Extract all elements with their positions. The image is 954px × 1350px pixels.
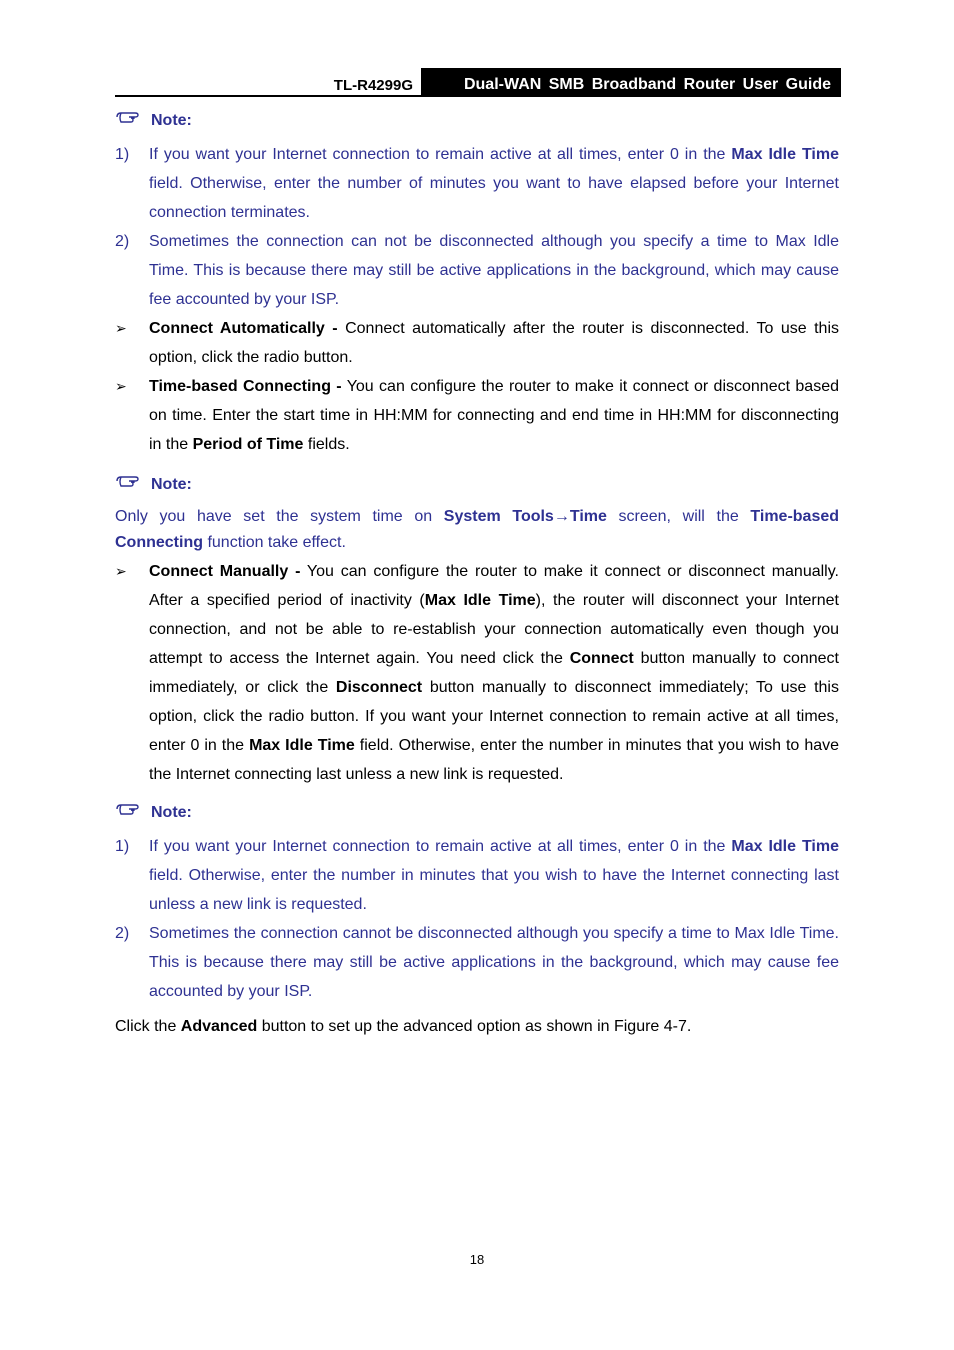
bullet-text: button manually to connect immediately, or click the [149, 650, 840, 696]
item-number: 1) [115, 838, 130, 855]
item-text: Sometimes the connection can not be disconnected although you specify a time to Max Idle Time. This is because there may still be active applications in the background, which may cause fee accounted by your ISP. [149, 233, 839, 308]
page-header [115, 68, 841, 97]
header-rule [115, 95, 841, 97]
bullet-text: field. Otherwise, enter the number in minutes that you wish to have the Internet connecting last unless a new link is requested. [149, 737, 840, 783]
bullet-bold: Period of Time [192, 436, 304, 453]
note-heading [115, 800, 839, 824]
closing-paragraph [115, 1014, 839, 1040]
note-item [115, 227, 839, 314]
note-text-part: function take effect. [203, 534, 346, 551]
item-text: field. Otherwise, enter the number in minutes that you wish to have the Internet connecting last unless a new link is requested. [149, 867, 839, 913]
note-item [115, 140, 839, 227]
bullet-text: fields. [303, 436, 350, 453]
note-label: Note: [151, 112, 192, 130]
note-item [115, 919, 839, 1006]
arrow-bullet-icon: ➢ [115, 320, 127, 336]
bullet-text: You can configure the router to make it connect or disconnect manually. After a specified period of inactivity ( [149, 563, 839, 609]
note-text-part: screen, will the [606, 508, 751, 525]
bullet-text: Connect automatically after the router is disconnected. To use this option, click the radio button. [149, 320, 839, 366]
item-number: 2) [115, 233, 130, 250]
note-text-part: Only you have set the system time on [115, 508, 444, 525]
advanced-button-name: Advanced [180, 1018, 258, 1035]
item-number: 1) [115, 146, 130, 163]
item-bold: Max Idle Time [731, 838, 840, 855]
closing-text: Click the [115, 1018, 181, 1035]
note-text [115, 504, 839, 556]
bullet-connect-manually [115, 557, 839, 789]
bullet-text: button manually to disconnect immediately; To use this option, click the radio button. If you want your Internet connection to remain active at all times, enter 0 in the [149, 679, 839, 754]
note-label: Note: [151, 476, 192, 494]
item-text: If you want your Internet connection to remain active at all times, enter 0 in the [149, 146, 732, 163]
note-heading [115, 108, 839, 132]
guide-title: Dual-WAN SMB Broadband Router User Guide [421, 68, 841, 97]
bullet-bold: Max Idle Time [249, 737, 355, 754]
note-item [115, 832, 839, 919]
note-label: Note: [151, 804, 192, 822]
note-heading [115, 472, 839, 496]
item-text: field. Otherwise, enter the number of minutes you want to have elapsed before your Internet connection terminates. [149, 175, 839, 221]
bullet-bold: Connect [569, 650, 634, 667]
model-name: TL-R4299G [333, 77, 413, 94]
pointing-hand-icon [115, 108, 143, 134]
bullet-text: You can configure the router to make it connect or disconnect based on time. Enter the start time in HH:MM for connecting and end time in HH:MM for disconnecting in the [149, 378, 839, 453]
bullet-time-based [115, 372, 839, 459]
bullet-text: ), the router will disconnect your Internet connection, and not be able to re-establish your connection automatically even though you attempt to access the Internet again. You need click the [149, 592, 839, 667]
feature-name: Time-based Connecting [115, 508, 840, 551]
bullet-connect-automatically [115, 314, 839, 372]
menu-path: System Tools→Time [443, 508, 607, 525]
item-text: Sometimes the connection cannot be disconnected although you specify a time to Max Idle Time. This is because there may still be active applications in the background, which may cause fee accounted by your ISP. [149, 925, 839, 1000]
bullet-title: Connect Manually - [149, 563, 301, 580]
bullet-title: Connect Automatically - [149, 320, 338, 337]
closing-text: button to set up the advanced option as shown in Figure 4-7. [257, 1018, 692, 1035]
bullet-bold: Disconnect [335, 679, 423, 696]
item-text: If you want your Internet connection to remain active at all times, enter 0 in the [149, 838, 732, 855]
page-number: 18 [469, 1252, 485, 1267]
bullet-bold: Max Idle Time [424, 592, 536, 609]
note-1 [115, 108, 839, 459]
arrow-bullet-icon: ➢ [115, 378, 127, 394]
item-number: 2) [115, 925, 130, 942]
note-3 [115, 800, 839, 1040]
pointing-hand-icon [115, 472, 143, 498]
bullet-title: Time-based Connecting - [149, 378, 342, 395]
arrow-bullet-icon: ➢ [115, 563, 127, 579]
item-bold: Max Idle Time [731, 146, 840, 163]
note-2 [115, 472, 839, 789]
pointing-hand-icon [115, 800, 143, 826]
